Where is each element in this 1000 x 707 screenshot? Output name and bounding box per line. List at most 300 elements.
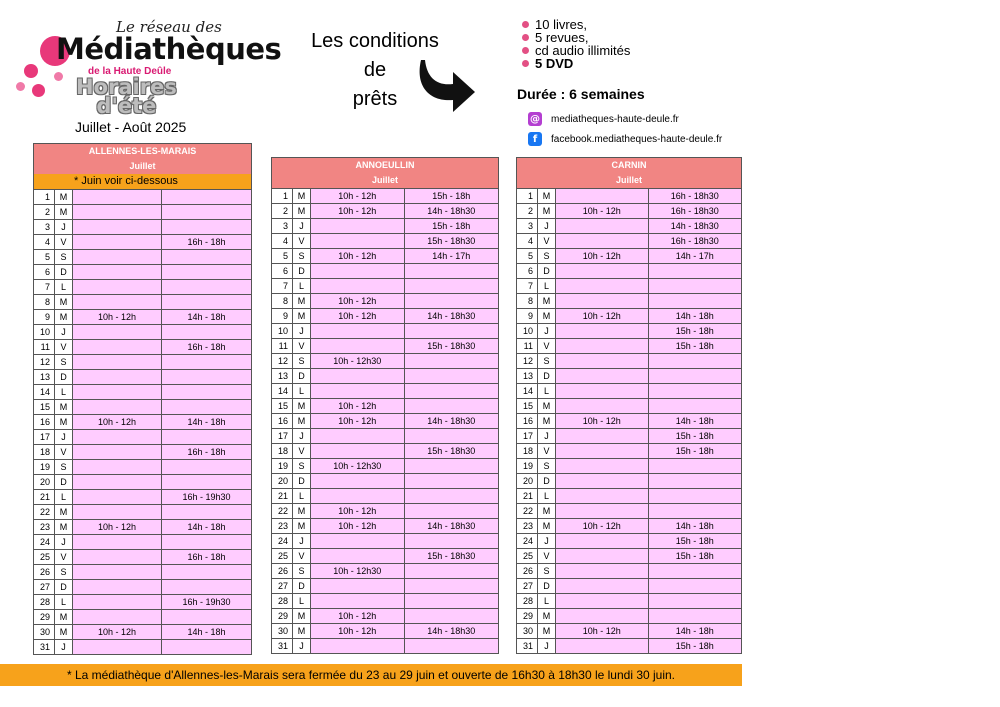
afternoon-hours: 15h - 18h [649,324,742,338]
weekday: D [293,369,311,383]
table-row [272,593,498,608]
facebook-link[interactable] [528,132,722,146]
day-number: 28 [34,595,55,609]
afternoon-hours [162,355,251,369]
weekday: S [538,564,556,578]
table-row [34,474,251,489]
morning-hours: 10h - 12h30 [311,459,405,473]
afternoon-hours: 14h - 18h30 [649,219,742,233]
table-row [272,578,498,593]
day-number: 24 [272,534,293,548]
table-row [34,564,251,579]
day-number: 20 [34,475,55,489]
weekday: J [538,534,556,548]
afternoon-hours [649,459,742,473]
table-row [517,443,741,458]
loan-duration: Durée : 6 semaines [517,86,645,102]
day-number: 10 [517,324,538,338]
day-number: 16 [272,414,293,428]
website-link[interactable] [528,112,679,126]
afternoon-hours: 14h - 18h30 [405,519,499,533]
weekday: M [55,520,73,534]
day-number: 1 [272,189,293,203]
library-name: CARNIN [517,158,741,173]
weekday: D [538,474,556,488]
logo-horaires-line1: Horaires [76,75,177,99]
day-number: 16 [34,415,55,429]
table-row [272,278,498,293]
morning-hours [73,370,162,384]
table-row [34,594,251,609]
morning-hours: 10h - 12h [311,249,405,263]
table-row [517,623,741,638]
morning-hours [73,340,162,354]
day-number: 4 [272,234,293,248]
weekday: V [55,235,73,249]
morning-hours [556,504,649,518]
day-number: 5 [34,250,55,264]
weekday: D [55,265,73,279]
schedule-table-carnin [516,157,742,654]
afternoon-hours [405,384,499,398]
morning-hours: 10h - 12h [556,414,649,428]
morning-hours [311,219,405,233]
table-row [34,234,251,249]
table-row [517,248,741,263]
logo-horaires-line2: d'été [96,94,157,118]
afternoon-hours: 15h - 18h [649,549,742,563]
morning-hours: 10h - 12h [556,624,649,638]
afternoon-hours [405,399,499,413]
table-row [34,609,251,624]
afternoon-hours: 14h - 18h30 [405,414,499,428]
day-number: 9 [272,309,293,323]
table-row [272,188,498,203]
day-number: 12 [34,355,55,369]
table-row [517,473,741,488]
weekday: L [55,595,73,609]
table-row [272,548,498,563]
table-row [517,533,741,548]
afternoon-hours [405,354,499,368]
morning-hours [556,189,649,203]
afternoon-hours [649,579,742,593]
morning-hours: 10h - 12h [556,309,649,323]
afternoon-hours [162,220,251,234]
morning-hours [311,579,405,593]
afternoon-hours [162,265,251,279]
morning-hours: 10h - 12h [73,310,162,324]
weekday: S [55,565,73,579]
day-number: 12 [517,354,538,368]
morning-hours [311,279,405,293]
afternoon-hours [405,639,499,653]
day-number: 19 [517,459,538,473]
table-row [34,444,251,459]
table-row [34,279,251,294]
table-row [272,368,498,383]
at-icon: @ [530,113,540,125]
morning-hours [311,474,405,488]
afternoon-hours [649,474,742,488]
morning-hours [73,475,162,489]
weekday: V [293,234,311,248]
table-row [34,309,251,324]
morning-hours [73,250,162,264]
logo-horaires-ete [76,75,177,118]
weekday: V [293,549,311,563]
logo-bubble-mid2 [32,84,45,97]
table-row [517,233,741,248]
afternoon-hours [162,385,251,399]
morning-hours: 10h - 12h [311,624,405,638]
weekday: M [293,309,311,323]
table-row [34,579,251,594]
afternoon-hours: 15h - 18h30 [405,549,499,563]
footer-note: * La médiathèque d'Allennes-les-Marais sera fermée du 23 au 29 juin et ouverte de 16h30 à 18h30 le lundi 30 juin. [0,664,742,686]
morning-hours [556,354,649,368]
day-number: 14 [272,384,293,398]
weekday: M [293,414,311,428]
day-number: 18 [34,445,55,459]
afternoon-hours: 16h - 18h [162,235,251,249]
morning-hours [556,384,649,398]
table-row [34,204,251,219]
day-number: 23 [34,520,55,534]
day-number: 28 [272,594,293,608]
day-number: 26 [272,564,293,578]
morning-hours [556,294,649,308]
day-number: 6 [517,264,538,278]
weekday: D [55,580,73,594]
table-row [517,218,741,233]
weekday: L [538,594,556,608]
morning-hours [73,265,162,279]
weekday: D [538,579,556,593]
afternoon-hours: 14h - 18h [649,309,742,323]
afternoon-hours [162,370,251,384]
table-row [517,578,741,593]
table-row [517,608,741,623]
afternoon-hours [649,489,742,503]
afternoon-hours [649,594,742,608]
table-row [34,339,251,354]
weekday: J [538,639,556,653]
weekday: D [55,475,73,489]
morning-hours [311,534,405,548]
table-row [272,608,498,623]
schedule-table-allennes [33,143,252,655]
table-row [517,278,741,293]
day-number: 14 [34,385,55,399]
table-row [272,458,498,473]
table-row [34,624,251,639]
afternoon-hours [649,369,742,383]
table-row [34,429,251,444]
afternoon-hours: 15h - 18h [405,189,499,203]
weekday: J [293,639,311,653]
morning-hours [73,295,162,309]
afternoon-hours [162,280,251,294]
table-row [517,503,741,518]
table-row [517,368,741,383]
morning-hours: 10h - 12h [311,504,405,518]
afternoon-hours [405,279,499,293]
table-row [517,413,741,428]
day-number: 3 [272,219,293,233]
morning-hours [311,429,405,443]
day-number: 21 [34,490,55,504]
day-number: 5 [272,249,293,263]
morning-hours: 10h - 12h [556,204,649,218]
morning-hours: 10h - 12h [311,204,405,218]
day-number: 22 [517,504,538,518]
website-text: mediatheques-haute-deule.fr [551,113,679,125]
morning-hours: 10h - 12h [556,519,649,533]
afternoon-hours [649,354,742,368]
afternoon-hours: 16h - 19h30 [162,595,251,609]
weekday: M [293,624,311,638]
day-number: 21 [272,489,293,503]
weekday: S [538,354,556,368]
weekday: V [55,550,73,564]
day-number: 2 [34,205,55,219]
weekday: M [538,414,556,428]
table-row [517,548,741,563]
table-row [517,338,741,353]
afternoon-hours: 16h - 18h [162,340,251,354]
morning-hours [556,474,649,488]
table-row [272,488,498,503]
weekday: D [293,579,311,593]
day-number: 1 [34,190,55,204]
day-number: 29 [34,610,55,624]
day-number: 1 [517,189,538,203]
day-number: 25 [517,549,538,563]
morning-hours [73,580,162,594]
afternoon-hours [405,474,499,488]
curved-arrow-icon [415,58,477,116]
weekday: J [293,324,311,338]
weekday: L [538,384,556,398]
weekday: S [538,459,556,473]
morning-hours [556,579,649,593]
morning-hours [556,489,649,503]
day-number: 29 [272,609,293,623]
day-number: 18 [272,444,293,458]
logo [18,18,282,123]
afternoon-hours [405,609,499,623]
day-number: 13 [34,370,55,384]
weekday: L [293,384,311,398]
afternoon-hours: 14h - 18h [162,415,251,429]
table-row [34,549,251,564]
afternoon-hours: 16h - 19h30 [162,490,251,504]
weekday: L [293,489,311,503]
table-row [34,459,251,474]
weekday: J [293,219,311,233]
afternoon-hours [405,294,499,308]
weekday: J [55,535,73,549]
afternoon-hours [405,264,499,278]
day-number: 10 [34,325,55,339]
day-number: 22 [34,505,55,519]
conditions-list [522,18,630,70]
morning-hours [73,205,162,219]
day-number: 7 [272,279,293,293]
day-number: 9 [517,309,538,323]
logo-bubble-medium [24,64,38,78]
afternoon-hours: 15h - 18h [649,429,742,443]
afternoon-hours [162,205,251,219]
day-number: 19 [34,460,55,474]
morning-hours: 10h - 12h [73,625,162,639]
conditions-title-line3: prêts [352,88,398,110]
afternoon-hours [162,610,251,624]
morning-hours [73,220,162,234]
afternoon-hours: 14h - 18h30 [405,309,499,323]
morning-hours [73,235,162,249]
table-row [34,639,251,654]
afternoon-hours [405,594,499,608]
weekday: M [55,505,73,519]
weekday: M [55,205,73,219]
afternoon-hours [405,564,499,578]
weekday: S [293,459,311,473]
day-number: 11 [517,339,538,353]
table-row [517,353,741,368]
morning-hours: 10h - 12h [556,249,649,263]
morning-hours [73,400,162,414]
table-row [34,294,251,309]
weekday: L [538,489,556,503]
weekday: D [538,264,556,278]
weekday: M [538,519,556,533]
table-row [272,638,498,653]
afternoon-hours [162,475,251,489]
weekday: S [55,250,73,264]
weekday: M [293,399,311,413]
morning-hours [556,594,649,608]
logo-subtitle: de la Haute Deûle [88,66,172,77]
weekday: M [55,295,73,309]
day-number: 3 [517,219,538,233]
afternoon-hours: 14h - 17h [649,249,742,263]
morning-hours: 10h - 12h30 [311,564,405,578]
weekday: V [293,444,311,458]
table-row [517,263,741,278]
weekday: V [293,339,311,353]
afternoon-hours [405,504,499,518]
table-row [517,518,741,533]
day-number: 9 [34,310,55,324]
day-number: 11 [34,340,55,354]
afternoon-hours [405,369,499,383]
day-number: 7 [517,279,538,293]
afternoon-hours [649,609,742,623]
day-number: 24 [517,534,538,548]
weekday: L [293,279,311,293]
day-number: 31 [34,640,55,654]
morning-hours: 10h - 12h [311,294,405,308]
day-number: 17 [272,429,293,443]
table-row [272,263,498,278]
table-row [272,383,498,398]
afternoon-hours [405,324,499,338]
afternoon-hours: 15h - 18h30 [405,444,499,458]
june-note: * Juin voir ci-dessous [34,174,251,189]
morning-hours: 10h - 12h [73,415,162,429]
morning-hours: 10h - 12h [311,399,405,413]
day-number: 31 [272,639,293,653]
weekday: M [538,204,556,218]
morning-hours [556,324,649,338]
morning-hours [73,490,162,504]
weekday: M [538,609,556,623]
day-number: 15 [272,399,293,413]
day-number: 14 [517,384,538,398]
day-number: 11 [272,339,293,353]
afternoon-hours: 14h - 18h [649,414,742,428]
day-number: 2 [272,204,293,218]
table-row [272,338,498,353]
afternoon-hours: 14h - 18h [162,520,251,534]
day-number: 23 [272,519,293,533]
afternoon-hours: 15h - 18h [649,639,742,653]
table-row [517,203,741,218]
morning-hours [556,339,649,353]
table-row [272,353,498,368]
morning-hours: 10h - 12h [311,309,405,323]
weekday: D [293,264,311,278]
morning-hours [311,444,405,458]
afternoon-hours: 16h - 18h30 [649,204,742,218]
day-number: 23 [517,519,538,533]
weekday: M [55,415,73,429]
weekday: M [293,519,311,533]
weekday: M [293,189,311,203]
table-row [272,503,498,518]
afternoon-hours: 16h - 18h30 [649,234,742,248]
day-number: 20 [272,474,293,488]
day-number: 3 [34,220,55,234]
morning-hours [311,369,405,383]
weekday: L [55,385,73,399]
weekday: S [293,249,311,263]
afternoon-hours [162,565,251,579]
day-number: 28 [517,594,538,608]
table-row [517,323,741,338]
afternoon-hours [405,459,499,473]
weekday: J [293,429,311,443]
table-row [272,428,498,443]
day-number: 10 [272,324,293,338]
weekday: D [538,369,556,383]
weekday: M [293,204,311,218]
day-number: 27 [34,580,55,594]
table-row [517,563,741,578]
weekday: L [293,594,311,608]
weekday: V [538,339,556,353]
day-number: 17 [34,430,55,444]
morning-hours: 10h - 12h [73,520,162,534]
day-number: 2 [517,204,538,218]
morning-hours [556,549,649,563]
morning-hours [556,609,649,623]
afternoon-hours: 14h - 18h30 [405,204,499,218]
weekday: V [538,234,556,248]
afternoon-hours: 16h - 18h30 [649,189,742,203]
